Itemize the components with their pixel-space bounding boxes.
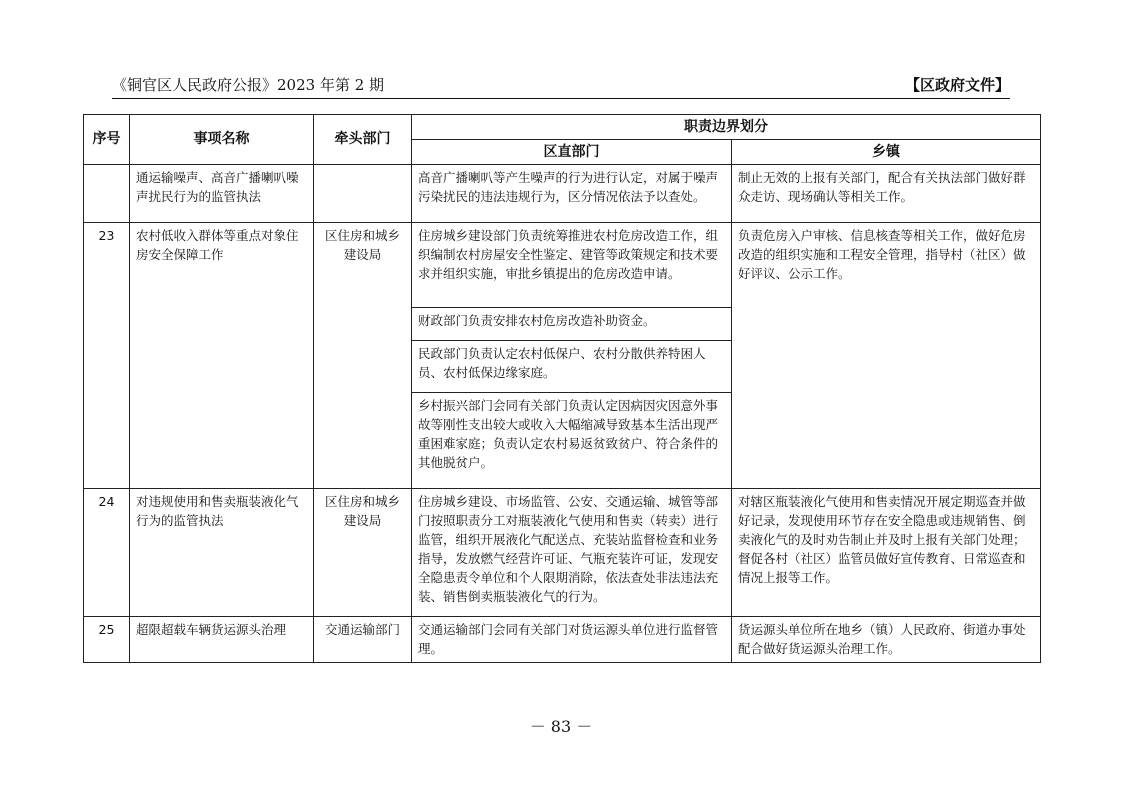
col-header-division: 职责边界划分 <box>412 115 1041 140</box>
row-no: 24 <box>84 489 130 617</box>
row-town: 制止无效的上报有关部门，配合有关执法部门做好群众走访、现场确认等相关工作。 <box>732 165 1041 223</box>
row-town: 货运源头单位所在地乡（镇）人民政府、街道办事处配合做好货运源头治理工作。 <box>732 617 1041 663</box>
row-item: 超限超载车辆货运源头治理 <box>130 617 314 663</box>
table-row <box>84 165 1041 223</box>
row-lead <box>314 165 412 223</box>
col-header-item: 事项名称 <box>130 115 314 165</box>
row-district: 住房城乡建设部门负责统筹推进农村危房改造工作，组织编制农村房屋安全性鉴定、建管等政策规定和技术要求并组织实施，审批乡镇提出的危房改造申请。 <box>412 223 732 308</box>
page-number: － 83 － <box>529 717 593 736</box>
row-item: 通运输噪声、高音广播喇叭噪声扰民行为的监管执法 <box>130 165 314 223</box>
col-header-district: 区直部门 <box>412 140 732 165</box>
row-no: 25 <box>84 617 130 663</box>
table-row <box>84 617 1041 663</box>
row-district: 住房城乡建设、市场监管、公安、交通运输、城管等部门按照职责分工对瓶装液化气使用和售卖（转卖）进行监管，组织开展液化气配送点、充装站监督检查和业务指导，发放燃气经营许可证、气瓶充装许可证，发现安全隐患责令单位和个人限期消除，依法查处非法违法充装、销售倒卖瓶装液化气的行为。 <box>412 489 732 617</box>
table-row <box>84 223 1041 308</box>
row-item: 对违规使用和售卖瓶装液化气行为的监管执法 <box>130 489 314 617</box>
row-item: 农村低收入群体等重点对象住房安全保障工作 <box>130 223 314 489</box>
bulletin-title: 《铜官区人民政府公报》2023 年第 2 期 <box>112 76 385 94</box>
row-district: 财政部门负责安排农村危房改造补助资金。 <box>412 308 732 341</box>
row-lead: 交通运输部门 <box>314 617 412 663</box>
table-row <box>84 489 1041 617</box>
row-no: 23 <box>84 223 130 489</box>
row-town: 对辖区瓶装液化气使用和售卖情况开展定期巡查并做好记录，发现使用环节存在安全隐患或违规销售、倒卖液化气的及时劝告制止并及时上报有关部门处理；督促各村（社区）监管员做好宣传教育、日常巡查和情况上报等工作。 <box>732 489 1041 617</box>
col-header-no: 序号 <box>84 115 130 165</box>
row-district: 交通运输部门会同有关部门对货运源头单位进行监督管理。 <box>412 617 732 663</box>
row-district: 乡村振兴部门会同有关部门负责认定因病因灾因意外事故等刚性支出较大或收入大幅缩减导致基本生活出现严重困难家庭；负责认定农村易返贫致贫户、符合条件的其他脱贫户。 <box>412 393 732 489</box>
row-town: 负责危房入户审核、信息核查等相关工作，做好危房改造的组织实施和工程安全管理，指导村（社区）做好评议、公示工作。 <box>732 223 1041 489</box>
row-lead: 区住房和城乡建设局 <box>314 489 412 617</box>
col-header-town: 乡镇 <box>732 140 1041 165</box>
row-lead: 区住房和城乡建设局 <box>314 223 412 489</box>
row-no <box>84 165 130 223</box>
header-rule <box>112 98 1010 99</box>
row-district: 高音广播喇叭等产生噪声的行为进行认定，对属于噪声污染扰民的违法违规行为，区分情况依法予以查处。 <box>412 165 732 223</box>
table-header-row <box>84 115 1041 140</box>
responsibility-table <box>83 114 1041 663</box>
section-label: 【区政府文件】 <box>904 76 1010 94</box>
col-header-lead: 牵头部门 <box>314 115 412 165</box>
row-district: 民政部门负责认定农村低保户、农村分散供养特困人员、农村低保边缘家庭。 <box>412 341 732 393</box>
